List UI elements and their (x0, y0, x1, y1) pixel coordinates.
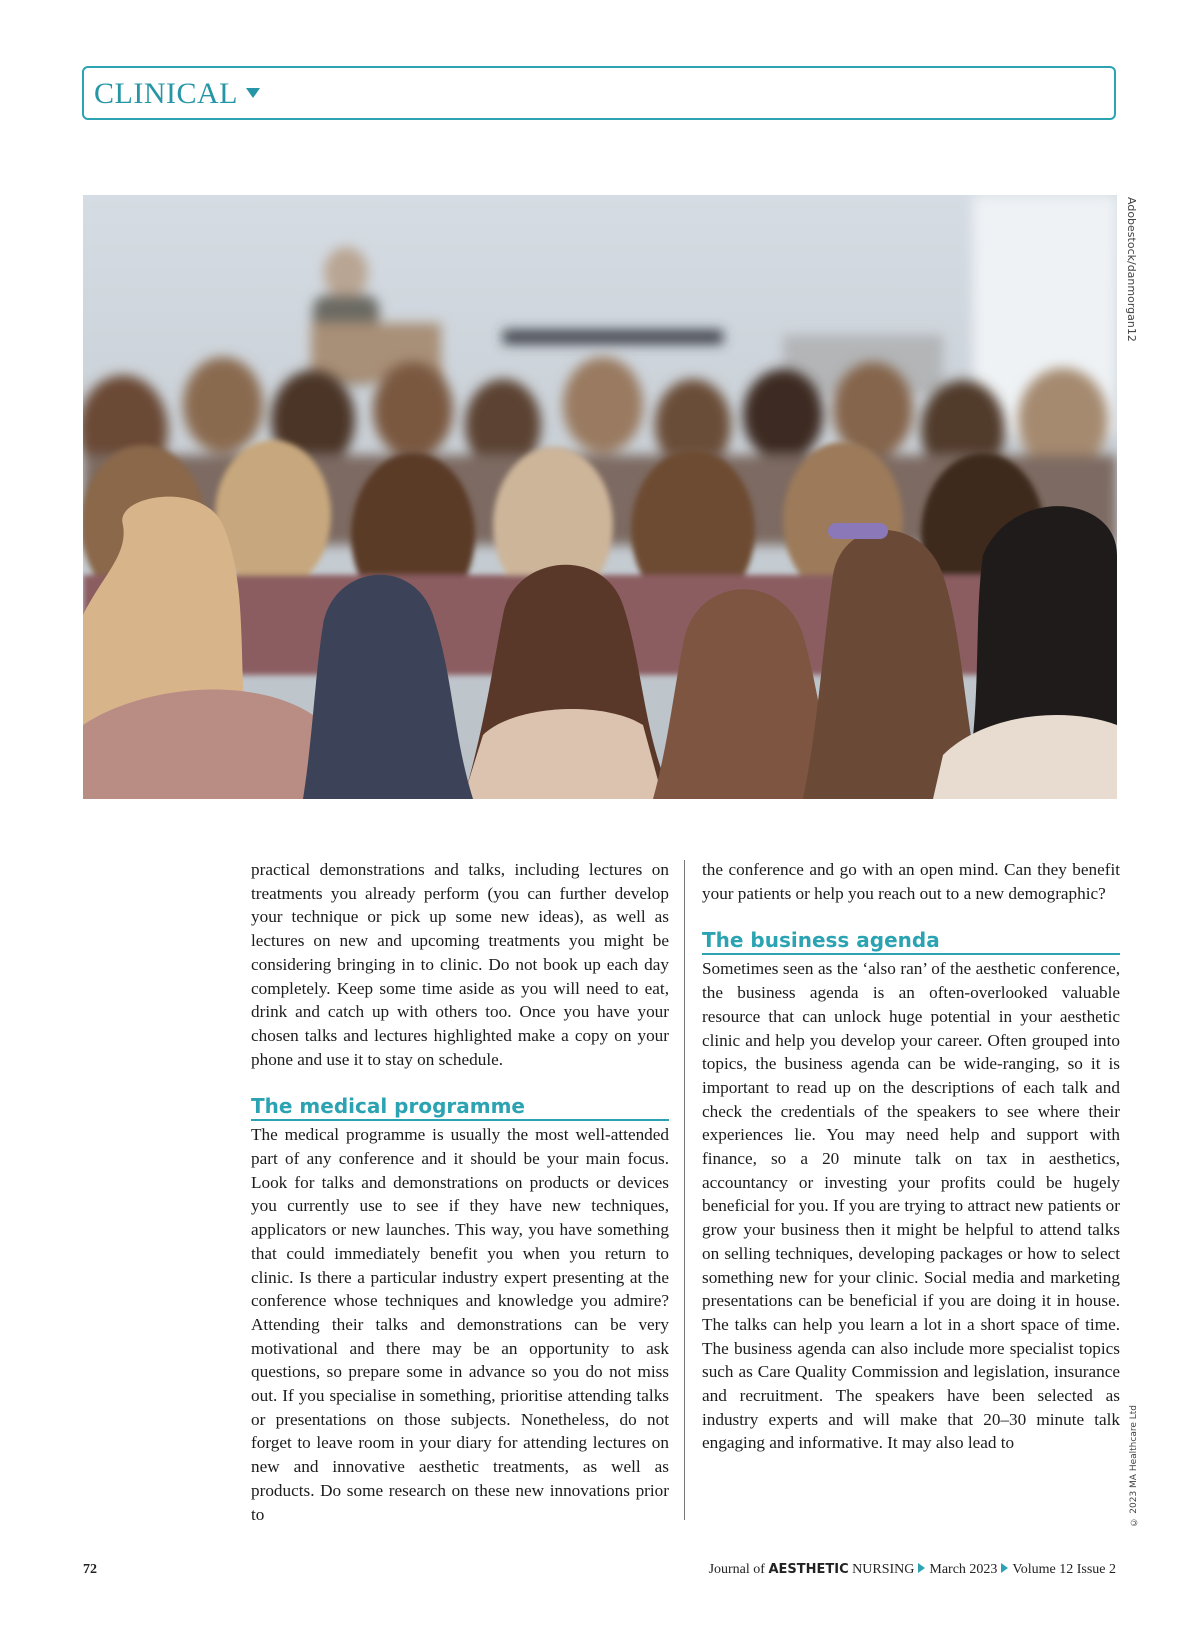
triangle-right-icon (1001, 1563, 1008, 1573)
conference-audience-illustration (83, 195, 1117, 799)
journal-prefix: Journal of (708, 1562, 765, 1577)
left-body-paragraph: The medical programme is usually the most well-attended part of any conference and it should be your main focus. Look for talks and demonstrations on products or devices you currently use to see if they have new techniques, applicators or new launches. This way, you have something that could immediately benefit you when you return to clinic. Is there a particular industry expert presenting at the conference whose techniques and knowledge you admire? Attending their talks and demonstrations can be very motivational and there may be an opportunity to ask questions, so prepare some in advance so you do not miss out. If you specialise in something, prioritise attending talks or presentations on those subjects. Nonetheless, do not forget to leave room in your diary for attending lectures on new and innovative aesthetic treatments, as well as products. Do some research on these new innovations prior to (251, 1125, 669, 1524)
heading-business-agenda: The business agenda (702, 927, 1120, 955)
triangle-right-icon (918, 1563, 925, 1573)
issue-date: March 2023 (929, 1562, 998, 1577)
right-intro-paragraph: the conference and go with an open mind. Can they benefit your patients or help you reach out to a new demographic? (702, 860, 1120, 903)
page-number: 72 (83, 1562, 97, 1577)
caret-down-icon (246, 88, 260, 98)
column-divider (684, 860, 685, 1520)
volume-issue: Volume 12 Issue 2 (1012, 1562, 1116, 1577)
copyright-notice: © 2023 MA Healthcare Ltd (1129, 1405, 1139, 1527)
left-intro-paragraph: practical demonstrations and talks, including lectures on treatments you already perform (you can further develop your technique or pick up some new ideas), as well as lectures on new and upcoming treatments you might be considering bringing in to clinic. Do not book up each day completely. Keep some time aside as you will need to eat, drink and catch up with others too. Once you have your chosen talks and lectures highlighted make a copy on your phone and use it to stay on schedule. (251, 860, 669, 1069)
journal-name-suffix: NURSING (852, 1562, 915, 1577)
photo-credit: Adobestock/danmorgan12 (1125, 197, 1138, 342)
hero-photo (83, 195, 1117, 799)
section-label: CLINICAL (94, 79, 260, 109)
journal-name-bold: AESTHETIC (768, 1562, 849, 1577)
right-column (702, 858, 1120, 1455)
right-body-paragraph: Sometimes seen as the ‘also ran’ of the aesthetic conference, the business agenda is an often-overlooked valuable resource that can unlock huge potential in your aesthetic clinic and help you develop your career. Often grouped into topics, the business agenda can be wide-ranging, so it is important to read up on the descriptions of each talk and check the credentials of the speakers to see where their experiences lie. You may need help and support with finance, so a 20 minute talk on tax in aesthetics, accountancy or investing your profits could be hugely beneficial for you. If you are trying to attract new patients or grow your business then it might be helpful to attend talks on selling techniques, developing packages or how to select something new for your clinic. Social media and marketing presentations can be beneficial if you are doing it in house. The talks can help you learn a lot in a short space of time. The business agenda can also include more specialist topics such as Care Quality Commission and legislation, insurance and recruitment. The speakers have been selected as industry experts and will make that 20–30 minute talk engaging and informative. It may also lead to (702, 959, 1120, 1453)
journal-footer (709, 1562, 1116, 1578)
section-header (82, 66, 1116, 120)
heading-medical-programme: The medical programme (251, 1093, 669, 1121)
left-column (251, 858, 669, 1526)
